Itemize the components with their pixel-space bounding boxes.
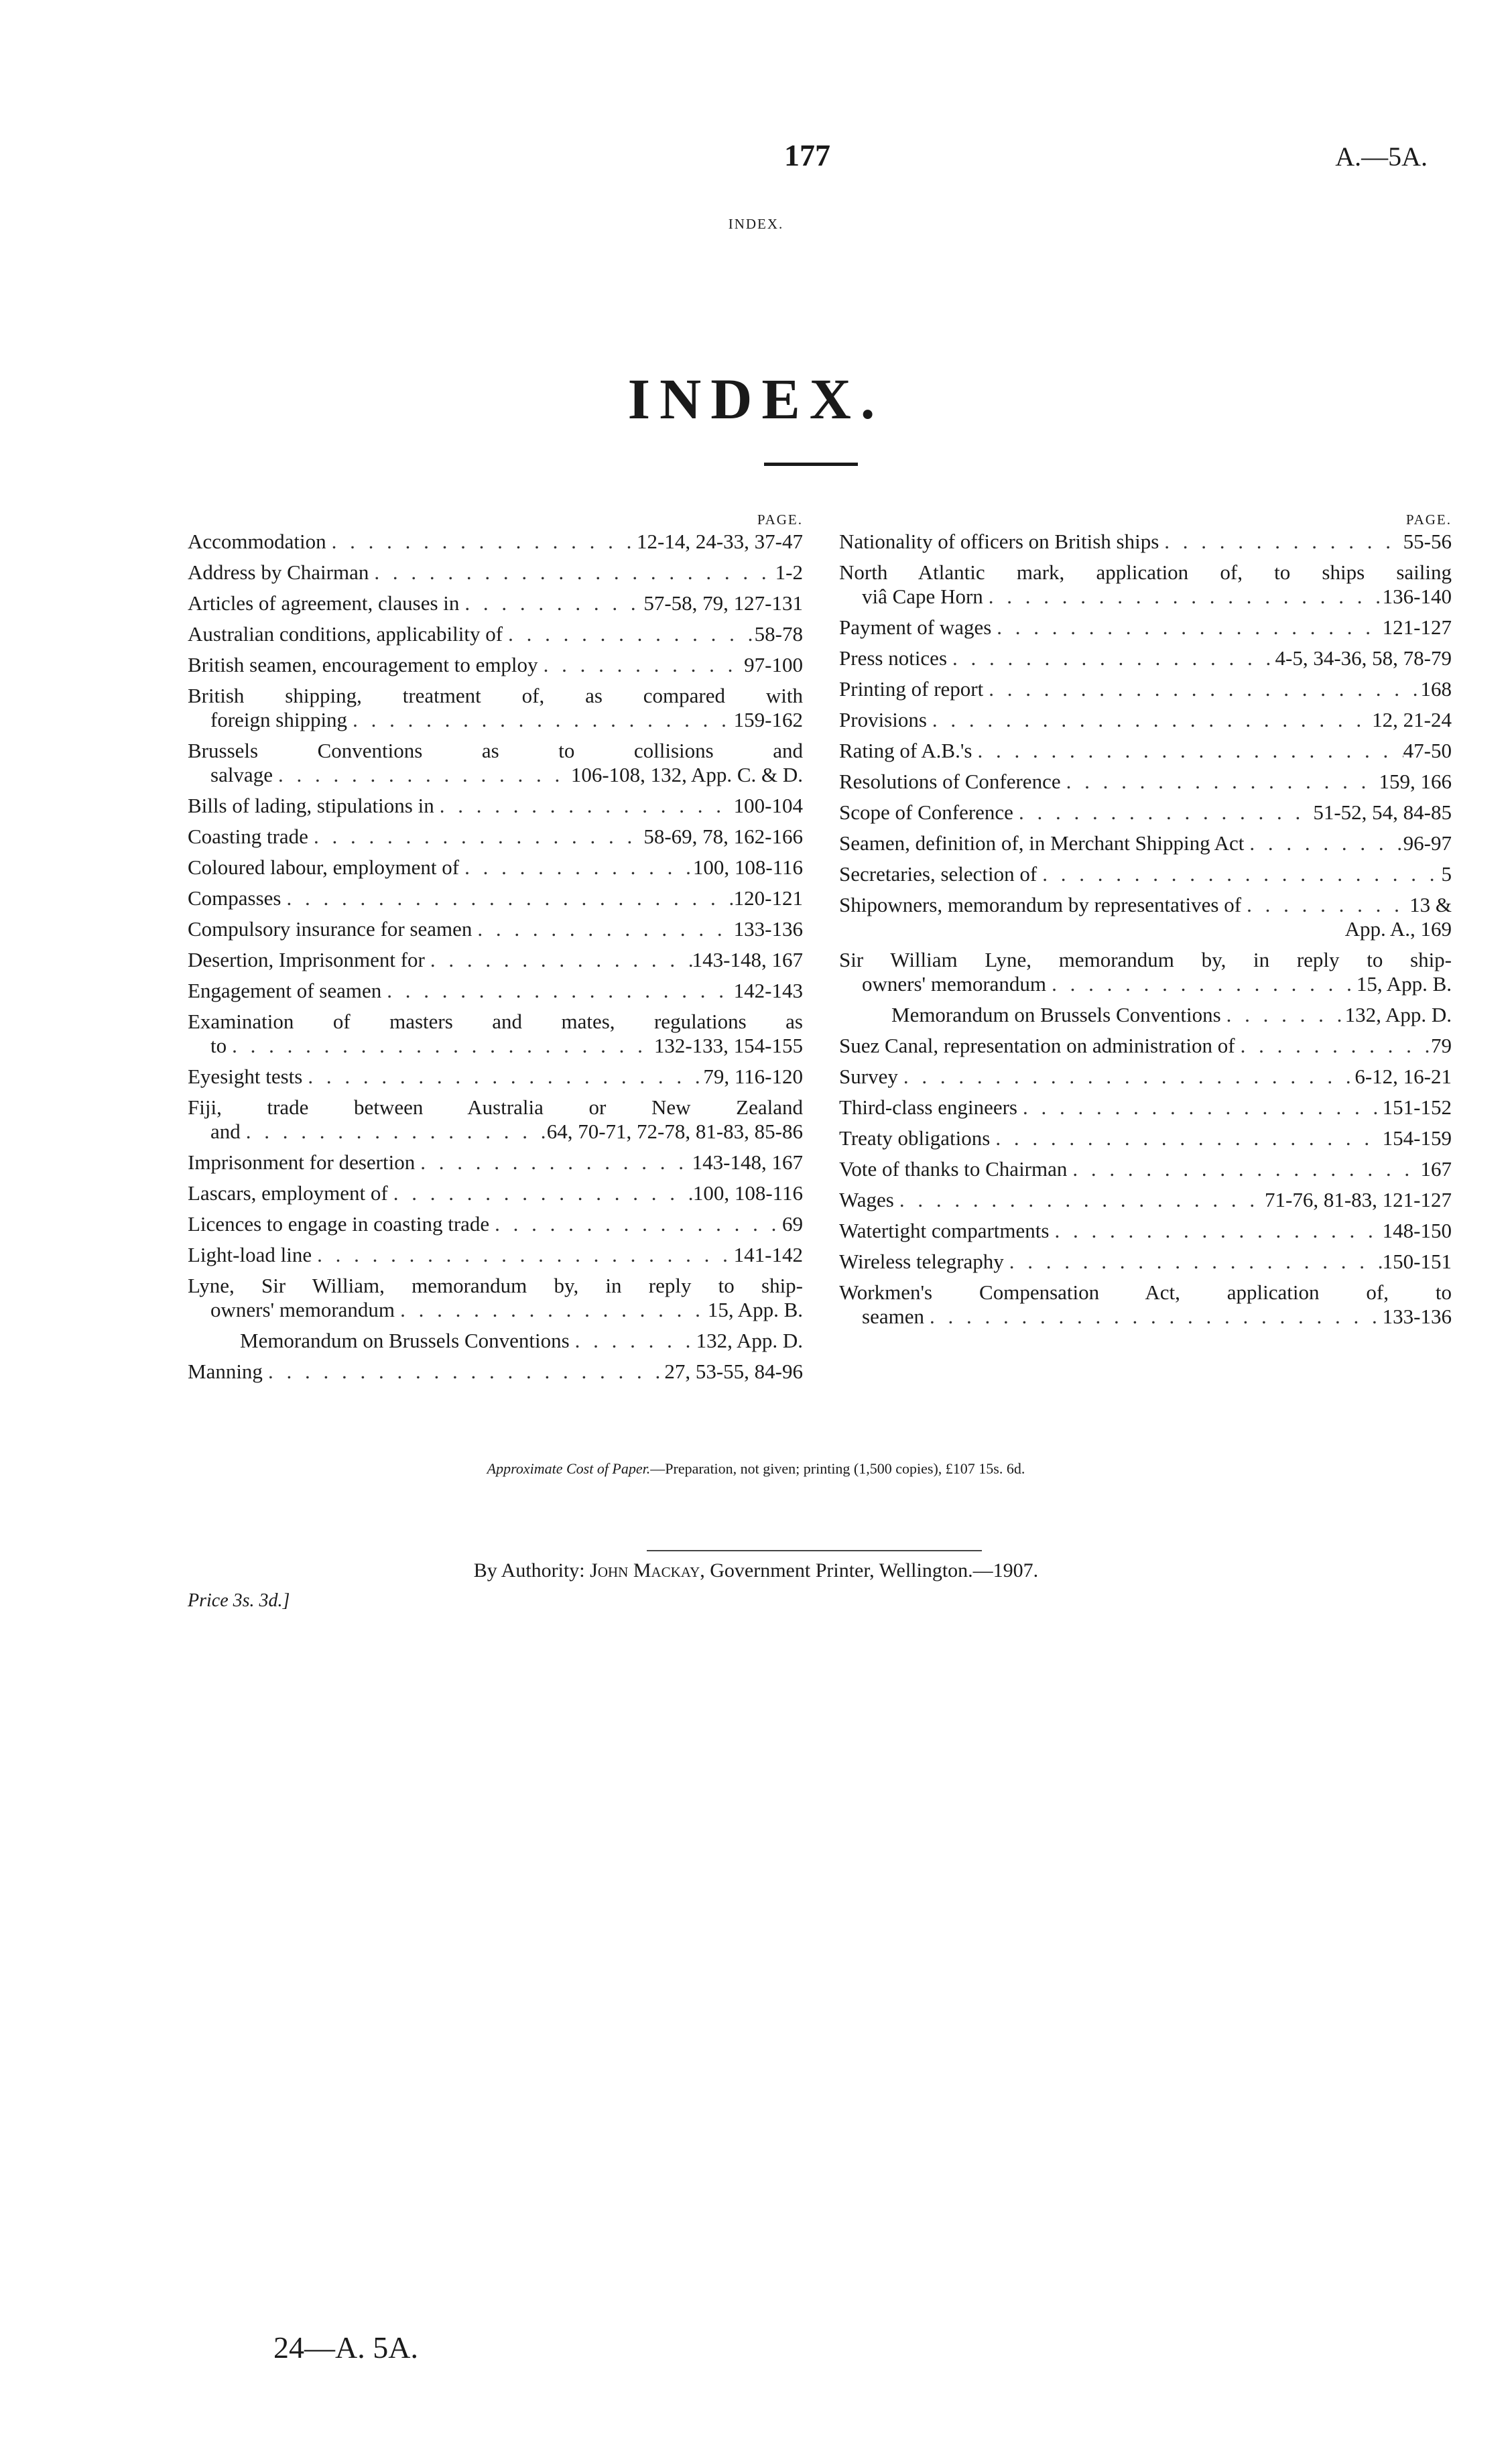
index-entry (839, 948, 1452, 996)
index-entry (188, 1274, 803, 1322)
index-entry (188, 886, 803, 910)
index-entry (188, 917, 803, 941)
page-reference: App. A., 169 (1344, 917, 1452, 941)
index-entry (839, 1126, 1452, 1150)
cost-note-text: —Preparation, not given; printing (1,500 copies), £107 15s. 6d. (650, 1460, 1025, 1477)
entry-text: foreign shipping (210, 708, 348, 731)
entry-text: Light-load line (188, 1243, 312, 1266)
dot-leader (947, 646, 1275, 670)
index-entry (188, 1095, 803, 1144)
entry-text: to (210, 1034, 227, 1057)
entry-row (188, 825, 803, 849)
dot-leader (1037, 862, 1441, 886)
entry-row (839, 615, 1452, 640)
page-reference: 12, 21-24 (1372, 708, 1452, 731)
entry-text: Memorandum on Brussels Conventions (240, 1329, 570, 1352)
entry-text: Address by Chairman (188, 560, 369, 584)
page-reference: 120-121 (733, 886, 803, 910)
entry-text: Rating of A.B.'s (839, 739, 972, 762)
index-entry (188, 530, 803, 554)
dot-leader (273, 763, 571, 787)
index-entry (839, 800, 1452, 825)
cost-note (0, 1460, 1512, 1478)
entry-text: seamen (862, 1305, 924, 1328)
entry-row (839, 893, 1452, 917)
index-entry (188, 1360, 803, 1384)
index-entry (839, 1065, 1452, 1089)
dot-leader (1067, 1157, 1420, 1181)
dot-leader (538, 653, 745, 677)
entry-text: Lascars, employment of (188, 1181, 388, 1205)
dot-leader (241, 1120, 547, 1144)
dot-leader (570, 1329, 696, 1353)
entry-text: Compulsory insurance for seamen (188, 917, 472, 941)
index-left-column (188, 510, 803, 1390)
index-entry (188, 1243, 803, 1267)
page-reference: 143-148, 167 (692, 1150, 803, 1174)
index-entry (839, 831, 1452, 855)
entry-text: Engagement of seamen (188, 979, 382, 1002)
entry-text: Secretaries, selection of (839, 862, 1037, 886)
dot-leader (972, 739, 1403, 763)
index-entry (188, 684, 803, 732)
cost-note-label: Approximate Cost of Paper. (487, 1460, 651, 1477)
entry-row (188, 1150, 803, 1175)
index-entry (188, 855, 803, 880)
dot-leader (924, 1305, 1383, 1329)
page-reference: 143-148, 167 (692, 948, 803, 971)
footer-rule (647, 1550, 982, 1551)
entry-text: Wireless telegraphy (839, 1250, 1004, 1273)
index-entry (839, 1250, 1452, 1274)
page-reference: 64, 70-71, 72-78, 81-83, 85-86 (546, 1120, 803, 1143)
dot-leader (489, 1212, 782, 1236)
entry-text: Brussels Conventions as to collisions and (188, 739, 803, 762)
printer-name: John Mackay (590, 1559, 700, 1581)
page-reference: 133-136 (1382, 1305, 1452, 1328)
entry-text: North Atlantic mark, application of, to ships sailing (839, 560, 1452, 584)
page-reference: 4-5, 34-36, 58, 78-79 (1275, 646, 1452, 670)
page-reference: 6-12, 16-21 (1354, 1065, 1452, 1088)
index-entry (188, 653, 803, 677)
entry-row (839, 585, 1452, 609)
index-entry (188, 825, 803, 849)
dot-leader (369, 560, 775, 585)
entry-text: Licences to engage in coasting trade (188, 1212, 490, 1236)
page-reference: 141-142 (733, 1243, 803, 1266)
entry-row (188, 794, 803, 818)
entry-row (839, 1157, 1452, 1181)
entry-row (188, 1298, 803, 1322)
page-reference: 132, App. D. (696, 1329, 803, 1352)
entry-text: Bills of lading, stipulations in (188, 794, 434, 817)
entry-text: Resolutions of Conference (839, 770, 1061, 793)
dot-leader (1061, 770, 1379, 794)
dot-leader (927, 708, 1372, 732)
entry-row (839, 646, 1452, 670)
entry-row (188, 886, 803, 910)
entry-text: Nationality of officers on British ships (839, 530, 1159, 553)
dot-leader (894, 1188, 1265, 1212)
imprint-prefix: By Authority: (473, 1559, 590, 1581)
dot-leader (281, 886, 734, 910)
entry-row (188, 653, 803, 677)
entry-row (839, 1034, 1452, 1058)
entry-row (839, 708, 1452, 732)
entry-text: viâ Cape Horn (862, 585, 983, 608)
page-number: 177 (784, 138, 830, 172)
entry-text: Wages (839, 1188, 894, 1211)
dot-leader (308, 825, 643, 849)
entry-text: Sir William Lyne, memorandum by, in reply to ship- (839, 948, 1452, 971)
page-reference: 69 (782, 1212, 803, 1236)
dot-leader (983, 585, 1383, 609)
entry-text: Press notices (839, 646, 948, 670)
entry-row (839, 1095, 1452, 1120)
index-entry (188, 948, 803, 972)
entry-text: Seamen, definition of, in Merchant Shipping Act (839, 831, 1245, 855)
index-entry (839, 677, 1452, 701)
dot-leader (326, 530, 637, 554)
entry-text: Printing of report (839, 677, 984, 701)
entry-text: Vote of thanks to Chairman (839, 1157, 1068, 1181)
page-reference: 71-76, 81-83, 121-127 (1265, 1188, 1452, 1211)
page-reference: 79 (1431, 1034, 1452, 1057)
entry-text: Compasses (188, 886, 281, 910)
entry-text: Lyne, Sir William, memorandum by, in reply to ship- (188, 1274, 803, 1297)
index-entry (188, 591, 803, 615)
entry-text: Third-class engineers (839, 1095, 1017, 1119)
entry-row (839, 1003, 1452, 1027)
dot-leader (503, 622, 755, 646)
entry-text: Examination of masters and mates, regulations as (188, 1010, 803, 1033)
entry-row (188, 1329, 803, 1353)
page-reference: 151-152 (1382, 1095, 1452, 1119)
entry-text: Shipowners, memorandum by representatives of (839, 893, 1242, 916)
page-reference: 27, 53-55, 84-96 (664, 1360, 803, 1383)
page-reference: 13 & (1409, 893, 1452, 916)
entry-text: and (210, 1120, 241, 1143)
entry-text: Watertight compartments (839, 1219, 1050, 1242)
page-title: INDEX. (627, 367, 885, 431)
index-entry (188, 1329, 803, 1353)
price: Price 3s. 3d.] (188, 1590, 290, 1611)
entry-text: Desertion, Imprisonment for (188, 948, 425, 971)
page-reference: 159, 166 (1379, 770, 1452, 793)
dot-leader (898, 1065, 1355, 1089)
entry-row (839, 739, 1452, 763)
page-reference: 15, App. B. (1356, 972, 1452, 996)
dot-leader (388, 1181, 693, 1205)
title-rule (764, 463, 858, 466)
entry-row (188, 591, 803, 615)
dot-leader (459, 591, 643, 615)
page-reference: 167 (1420, 1157, 1452, 1181)
dot-leader (1235, 1034, 1431, 1058)
page-reference: 150-151 (1382, 1250, 1452, 1273)
page-reference: 100, 108-116 (692, 855, 803, 879)
entry-row (188, 530, 803, 554)
page-reference: 97-100 (744, 653, 803, 676)
entry-row (839, 677, 1452, 701)
dot-leader (1013, 800, 1313, 825)
entry-text: Articles of agreement, clauses in (188, 591, 460, 615)
dot-leader (991, 615, 1382, 640)
index-entry (839, 893, 1452, 941)
page-reference: 159-162 (733, 708, 803, 731)
index-entry (839, 1280, 1452, 1329)
entry-row (839, 770, 1452, 794)
index-entry (188, 1010, 803, 1058)
index-entry (839, 646, 1452, 670)
entry-row (188, 1212, 803, 1236)
page-column-label: PAGE. (1405, 512, 1452, 528)
page-column-label: PAGE. (757, 512, 803, 528)
page-reference: 106-108, 132, App. C. & D. (570, 763, 803, 786)
entry-row (188, 917, 803, 941)
entry-row (188, 1120, 803, 1144)
entry-row (188, 855, 803, 880)
entry-text: Memorandum on Brussels Conventions (891, 1003, 1221, 1026)
index-entry (188, 1150, 803, 1175)
entry-text: Accommodation (188, 530, 326, 553)
entry-text: Treaty obligations (839, 1126, 991, 1150)
page-reference: 1-2 (775, 560, 803, 584)
dot-leader (227, 1034, 654, 1058)
dot-leader (1049, 1219, 1382, 1243)
dot-leader (1017, 1095, 1383, 1120)
entry-text: salvage (210, 763, 273, 786)
dot-leader (263, 1360, 664, 1384)
dot-leader (983, 677, 1420, 701)
dot-leader (1241, 893, 1409, 917)
page-reference: 57-58, 79, 127-131 (643, 591, 803, 615)
printer-imprint (0, 1559, 1512, 1582)
page-reference: 100, 108-116 (692, 1181, 803, 1205)
index-entry (188, 1212, 803, 1236)
entry-text: Workmen's Compensation Act, application of, to (839, 1280, 1452, 1304)
index-entry (188, 1065, 803, 1089)
index-entry (839, 615, 1452, 640)
index-entry (839, 770, 1452, 794)
entry-row (839, 831, 1452, 855)
page-reference: 58-78 (754, 622, 803, 646)
index-entry (188, 1181, 803, 1205)
dot-leader (1221, 1003, 1345, 1027)
entry-text: British shipping, treatment of, as compared with (188, 684, 803, 707)
entry-text: Coasting trade (188, 825, 308, 848)
entry-row (839, 1126, 1452, 1150)
entry-row (839, 530, 1452, 554)
paper-number: 24—A. 5A. (273, 2330, 418, 2365)
page-reference: 121-127 (1382, 615, 1452, 639)
dot-leader (990, 1126, 1382, 1150)
index-right-column (839, 510, 1452, 1335)
index-entry (839, 1219, 1452, 1243)
entry-row (839, 800, 1452, 825)
entry-row (188, 708, 803, 732)
dot-leader (425, 948, 692, 972)
index-entry (839, 708, 1452, 732)
dot-leader (312, 1243, 734, 1267)
entry-row (188, 1243, 803, 1267)
index-entry (839, 530, 1452, 554)
entry-text: Scope of Conference (839, 800, 1013, 824)
entry-row (188, 560, 803, 585)
page-reference: 168 (1420, 677, 1452, 701)
page-reference: 58-69, 78, 162-166 (643, 825, 803, 848)
dot-leader (1046, 972, 1357, 996)
entry-row (839, 862, 1452, 886)
dot-leader (381, 979, 733, 1003)
entry-row (188, 979, 803, 1003)
page-reference: 79, 116-120 (703, 1065, 803, 1088)
entry-text: Fiji, trade between Australia or New Zealand (188, 1095, 803, 1119)
entry-text: Provisions (839, 708, 927, 731)
index-entry (839, 1095, 1452, 1120)
page-reference: 15, App. B. (707, 1298, 803, 1321)
entry-text: owners' memorandum (862, 972, 1047, 996)
entry-text: Manning (188, 1360, 263, 1383)
running-head: INDEX. (728, 216, 784, 232)
page-reference: 148-150 (1382, 1219, 1452, 1242)
page-reference: 100-104 (733, 794, 803, 817)
entry-row (839, 1219, 1452, 1243)
index-entry (188, 622, 803, 646)
entry-text: Imprisonment for desertion (188, 1150, 416, 1174)
dot-leader (395, 1298, 708, 1322)
page-reference: 133-136 (733, 917, 803, 941)
dot-leader (1004, 1250, 1383, 1274)
index-entry (188, 979, 803, 1003)
dot-leader (459, 855, 693, 880)
dot-leader (434, 794, 734, 818)
dot-leader (415, 1150, 692, 1175)
entry-row (188, 763, 803, 787)
entry-row (188, 1034, 803, 1058)
index-entry (839, 560, 1452, 609)
entry-text: Australian conditions, applicability of (188, 622, 503, 646)
dot-leader (302, 1065, 703, 1089)
entry-row (188, 948, 803, 972)
entry-row (839, 1065, 1452, 1089)
dot-leader (347, 708, 734, 732)
page-reference: 12-14, 24-33, 37-47 (637, 530, 803, 553)
entry-text: Survey (839, 1065, 898, 1088)
index-entry (839, 862, 1452, 886)
index-entry (839, 739, 1452, 763)
entry-text: Eyesight tests (188, 1065, 303, 1088)
index-entry (188, 560, 803, 585)
entry-row (188, 1181, 803, 1205)
page-reference: 55-56 (1403, 530, 1452, 553)
index-entry (839, 1003, 1452, 1027)
index-entry (188, 794, 803, 818)
entry-text: Payment of wages (839, 615, 992, 639)
entry-row (188, 1065, 803, 1089)
page-reference: 132-133, 154-155 (653, 1034, 803, 1057)
page-reference: 51-52, 54, 84-85 (1313, 800, 1452, 824)
entry-text: Suez Canal, representation on administration of (839, 1034, 1235, 1057)
paper-reference: A.—5A. (1335, 141, 1428, 172)
entry-row (188, 622, 803, 646)
page-reference: 5 (1441, 862, 1452, 886)
index-entry (839, 1034, 1452, 1058)
entry-row (839, 972, 1452, 996)
index-entry (839, 1157, 1452, 1181)
imprint-suffix: , Government Printer, Wellington.—1907. (700, 1559, 1039, 1581)
index-entry (188, 739, 803, 787)
entry-text: British seamen, encouragement to employ (188, 653, 538, 676)
page-reference: 132, App. D. (1344, 1003, 1452, 1026)
entry-row (839, 1188, 1452, 1212)
page-reference: 47-50 (1403, 739, 1452, 762)
entry-text: owners' memorandum (210, 1298, 395, 1321)
page-reference: 136-140 (1382, 585, 1452, 608)
entry-row (188, 1360, 803, 1384)
page-reference: 142-143 (733, 979, 803, 1002)
dot-leader (1159, 530, 1403, 554)
page-reference: 154-159 (1382, 1126, 1452, 1150)
dot-leader (472, 917, 733, 941)
dot-leader (1244, 831, 1403, 855)
page-reference: 96-97 (1403, 831, 1452, 855)
entry-row (839, 1305, 1452, 1329)
entry-row (839, 1250, 1452, 1274)
entry-text: Coloured labour, employment of (188, 855, 460, 879)
index-entry (839, 1188, 1452, 1212)
